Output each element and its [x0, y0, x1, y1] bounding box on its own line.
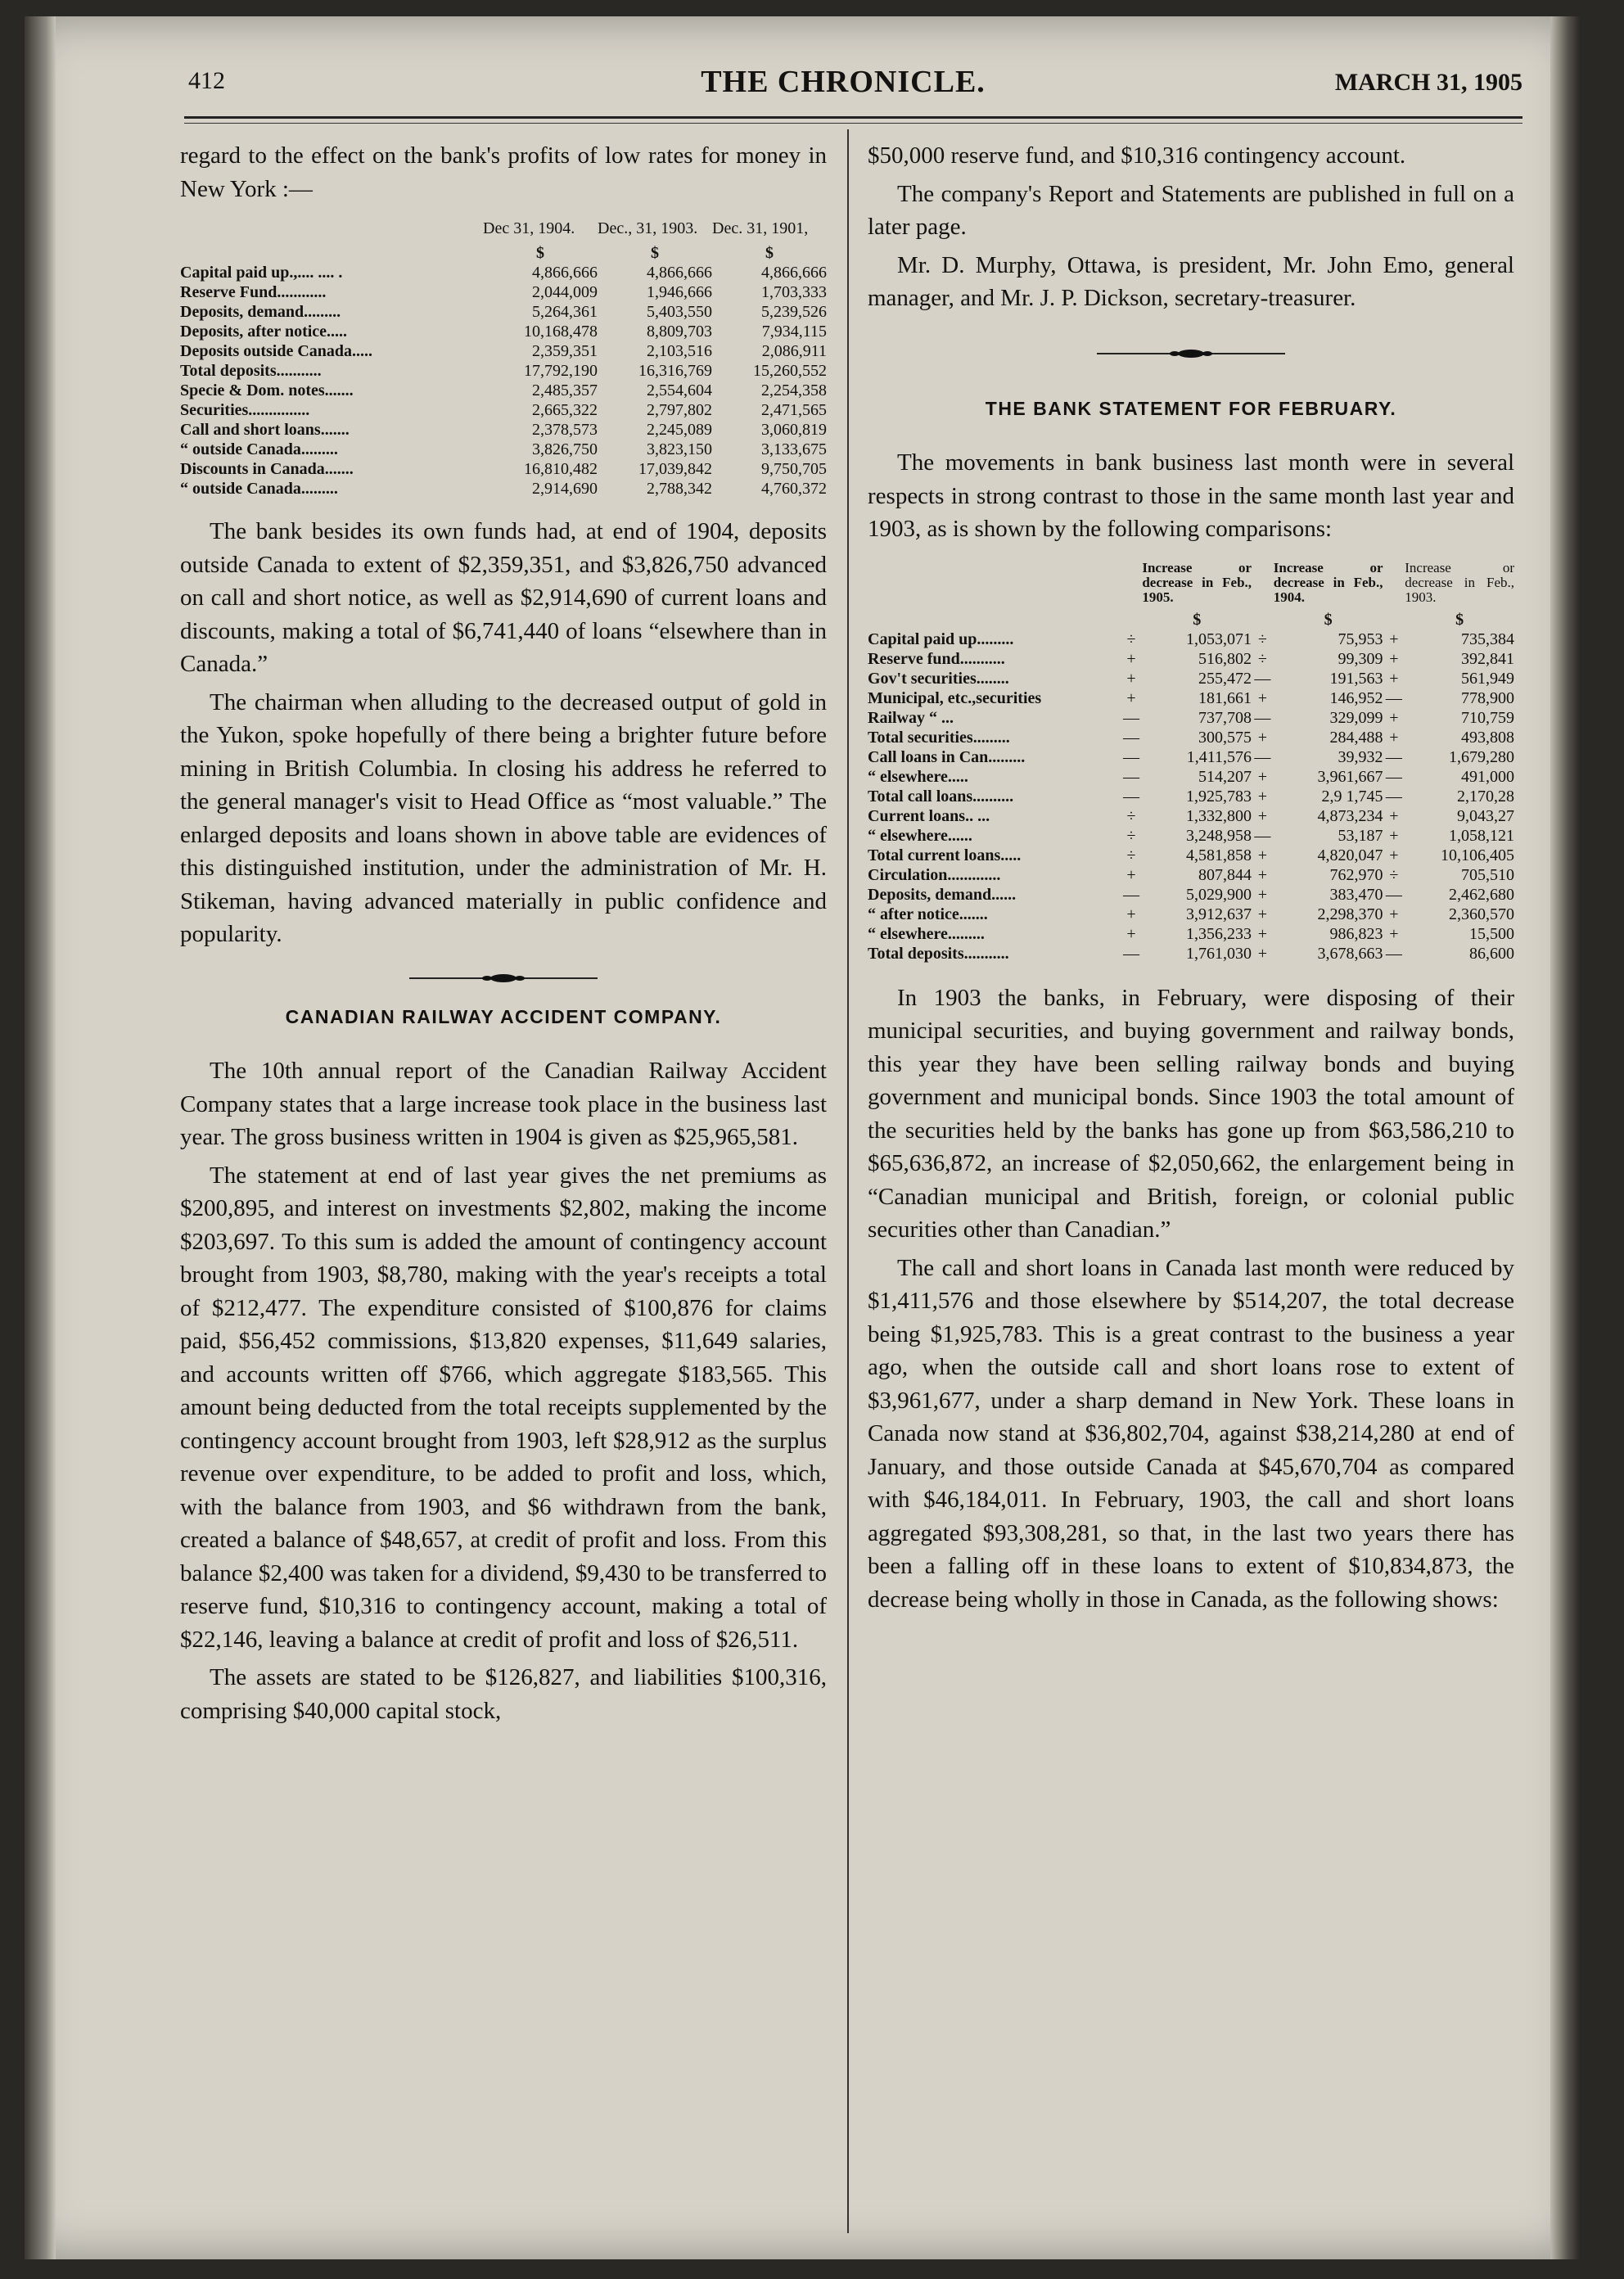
change-sign: +	[1257, 944, 1268, 963]
table-row	[868, 787, 1514, 806]
change-sign: +	[1126, 669, 1136, 688]
cell-value: 2,462,680	[1449, 885, 1514, 904]
change-sign: —	[1122, 944, 1139, 963]
row-label: Municipal, etc.,securities	[868, 688, 1042, 707]
unit-label: $	[651, 244, 659, 262]
cell-value: 2,103,516	[647, 342, 712, 360]
table-row	[868, 649, 1514, 669]
cell-value: 1,761,030	[1186, 944, 1252, 963]
row-label: Current loans.. ...	[868, 806, 990, 825]
row-label: Reserve Fund............	[180, 283, 327, 301]
row-label: Specie & Dom. notes.......	[180, 381, 354, 399]
cell-value: 4,866,666	[532, 264, 598, 282]
cell-value: 735,384	[1461, 630, 1514, 648]
paragraph: The statement at end of last year gives the net premiums as $200,895, and interest on investments $2,802, making the income $203,697. To this sum is added the amount of contingency account brought from 1903, $8,780, making with the year's receipts a total of $212,477. The expenditure consisted of $100,876 for claims paid, $56,452 commissions, $13,820 expenses, $11,649 salaries, and accounts written off $766, which aggregate $183,565. This amount being deducted from the total receipts supplemented by the contingency account brought from 1903, left $28,912 as the surplus revenue over expenditure, to be added to profit and loss, which, with the balance from 1903, and $6 withdrawn from the bank, created a balance of $48,657, at credit of profit and loss. From this balance $2,400 was taken for a dividend, $9,430 to be transferred to reserve fund, $10,316 to contingency account, making a total of $22,146, leaving a balance at credit of profit and loss of $26,511.	[180, 1162, 827, 1653]
cell-value: 2,797,802	[647, 401, 712, 419]
row-label: Deposits, demand.........	[180, 303, 341, 321]
row-label: Deposits, after notice.....	[180, 323, 348, 341]
paragraph: The 10th annual report of the Canadian Railway Accident Company states that a large increase took place in the business last year. The gross business written in 1904 is given as $25,965,581.	[180, 1058, 827, 1150]
cell-value: 16,810,482	[524, 460, 598, 478]
change-sign: —	[1385, 787, 1402, 806]
change-sign: ÷	[1126, 806, 1136, 825]
table-row	[180, 302, 827, 322]
bank-balances-table	[180, 219, 827, 499]
cell-value: 491,000	[1461, 767, 1514, 786]
change-sign: +	[1126, 924, 1136, 943]
intro-paragraph: regard to the effect on the bank's profits of low rates for money in New York :—	[180, 142, 827, 202]
cell-value: 2,665,322	[532, 401, 598, 419]
cell-value: 710,759	[1461, 708, 1514, 727]
change-sign: —	[1122, 747, 1139, 766]
change-sign: +	[1389, 630, 1399, 648]
table-row	[180, 400, 827, 420]
change-sign: +	[1389, 669, 1399, 688]
publication-title: THE CHRONICLE.	[701, 65, 986, 99]
paragraph: The movements in bank business last month were in several respects in strong contrast to those in the same month last year and 1903, as is shown by the following comparisons:	[868, 449, 1514, 542]
cell-value: 1,946,666	[647, 283, 712, 301]
row-label: Total securities.........	[868, 728, 1010, 747]
paragraph: In 1903 the banks, in February, were disposing of their municipal securities, and buying government and railway bonds, this year they have been selling railway bonds and buying government and municipal bonds. Since 1903 the total amount of the securities held by the banks has gone up from $63,586,210 to $65,636,872, an increase of $2,050,662, the enlargement being in “Canadian municipal and British, foreign, or colonial public securities other than Canadian.”	[868, 984, 1514, 1243]
row-label: “ outside Canada.........	[180, 480, 338, 498]
change-sign: +	[1257, 846, 1268, 864]
change-sign: +	[1257, 767, 1268, 786]
cell-value: 5,239,526	[761, 303, 827, 321]
row-label: Capital paid up.........	[868, 630, 1014, 648]
cell-value: 807,844	[1198, 865, 1252, 884]
cell-value: 705,510	[1461, 865, 1514, 884]
right-column	[868, 139, 1514, 1616]
table-row	[180, 420, 827, 440]
table-row	[180, 341, 827, 361]
row-label: Securities...............	[180, 401, 310, 419]
table-row	[180, 459, 827, 479]
cell-value: 75,953	[1338, 630, 1383, 648]
change-sign: —	[1254, 826, 1271, 845]
change-sign: ÷	[1126, 630, 1136, 648]
change-sign: +	[1126, 688, 1136, 707]
cell-value: 4,866,666	[647, 264, 712, 282]
cell-value: 561,949	[1461, 669, 1514, 688]
change-sign: —	[1385, 885, 1402, 904]
change-sign: ÷	[1389, 865, 1399, 884]
cell-value: 53,187	[1338, 826, 1383, 845]
column-header: Increase or decrease in Feb., 1903.	[1405, 559, 1514, 605]
header-rule-thin	[184, 123, 1522, 124]
change-sign: ÷	[1126, 826, 1136, 845]
change-sign: +	[1257, 924, 1268, 943]
cell-value: 2,914,690	[532, 480, 598, 498]
change-sign: +	[1389, 806, 1399, 825]
cell-value: 2,554,604	[647, 381, 712, 399]
cell-value: 3,060,819	[761, 421, 827, 439]
table-row	[868, 885, 1514, 905]
cell-value: 329,099	[1329, 708, 1383, 727]
table-row	[180, 322, 827, 341]
cell-value: 284,488	[1329, 728, 1383, 747]
change-sign: +	[1257, 787, 1268, 806]
cell-value: 1,679,280	[1449, 747, 1514, 766]
cell-value: 392,841	[1461, 649, 1514, 668]
issue-date: MARCH 31, 1905	[1334, 69, 1522, 96]
cell-value: 2,086,911	[761, 342, 827, 360]
table-row	[868, 924, 1514, 944]
cell-value: 1,925,783	[1186, 787, 1252, 806]
cell-value: 255,472	[1198, 669, 1252, 688]
column-header: Dec., 31, 1903.	[598, 219, 698, 237]
change-sign: —	[1254, 708, 1271, 727]
cell-value: 17,039,842	[638, 460, 712, 478]
row-label: Deposits outside Canada.....	[180, 342, 373, 360]
table-row	[180, 440, 827, 459]
change-sign: +	[1389, 649, 1399, 668]
cell-value: 1,703,333	[761, 283, 827, 301]
change-sign: —	[1385, 747, 1402, 766]
left-column	[180, 139, 827, 1727]
change-sign: +	[1389, 924, 1399, 943]
change-sign: +	[1389, 826, 1399, 845]
cell-value: 1,332,800	[1186, 806, 1252, 825]
row-label: “ outside Canada.........	[180, 440, 338, 458]
change-sign: +	[1126, 649, 1136, 668]
table-row	[868, 688, 1514, 708]
cell-value: 10,168,478	[524, 323, 598, 341]
table-row	[868, 846, 1514, 865]
cell-value: 4,581,858	[1186, 846, 1252, 864]
unit-label: $	[765, 244, 774, 262]
page-number: 412	[188, 67, 225, 94]
cell-value: 3,961,667	[1317, 767, 1383, 786]
change-sign: +	[1257, 806, 1268, 825]
row-label: Call and short loans.......	[180, 421, 350, 439]
table-row	[868, 865, 1514, 885]
change-sign: +	[1257, 688, 1268, 707]
change-sign: ÷	[1126, 846, 1136, 864]
column-header: Increase or decrease in Feb., 1905.	[1142, 559, 1252, 605]
cell-value: 4,760,372	[761, 480, 827, 498]
cell-value: 2,9 1,745	[1321, 787, 1383, 806]
cell-value: 2,471,565	[761, 401, 827, 419]
paragraph: $50,000 reserve fund, and $10,316 contingency account.	[868, 142, 1406, 169]
cell-value: 1,356,233	[1186, 924, 1252, 943]
row-label: Call loans in Can.........	[868, 747, 1026, 766]
change-sign: +	[1257, 905, 1268, 923]
change-sign: +	[1126, 905, 1136, 923]
change-sign: —	[1385, 944, 1402, 963]
row-label: Reserve fund...........	[868, 649, 1005, 668]
change-sign: ÷	[1257, 649, 1267, 668]
table-row	[868, 728, 1514, 747]
row-label: Railway “ ...	[868, 708, 954, 727]
cell-value: 4,866,666	[761, 264, 827, 282]
cell-value: 383,470	[1329, 885, 1383, 904]
cell-value: 15,260,552	[753, 362, 827, 380]
cell-value: 1,411,576	[1186, 747, 1252, 766]
unit-label: $	[1324, 610, 1333, 629]
row-label: Total deposits...........	[868, 944, 1009, 963]
cell-value: 181,661	[1198, 688, 1252, 707]
table-row	[868, 630, 1514, 649]
cell-value: 10,106,405	[1441, 846, 1514, 864]
table-row	[868, 826, 1514, 846]
cell-value: 2,378,573	[532, 421, 598, 439]
cell-value: 762,970	[1329, 865, 1383, 884]
table-row	[868, 747, 1514, 767]
cell-value: 7,934,115	[761, 323, 827, 341]
change-sign: —	[1122, 728, 1139, 747]
newspaper-page	[25, 16, 1580, 2259]
cell-value: 3,826,750	[532, 440, 598, 458]
cell-value: 1,058,121	[1449, 826, 1514, 845]
row-label: Circulation.............	[868, 865, 1001, 884]
change-sign: +	[1389, 708, 1399, 727]
cell-value: 8,809,703	[647, 323, 712, 341]
change-sign: —	[1385, 688, 1402, 707]
cell-value: 4,873,234	[1317, 806, 1383, 825]
change-sign: —	[1254, 669, 1271, 688]
book-spine	[25, 16, 56, 2259]
change-sign: —	[1122, 767, 1139, 786]
row-label: “ elsewhere.....	[868, 767, 968, 786]
change-sign: +	[1389, 846, 1399, 864]
cell-value: 15,500	[1469, 924, 1514, 943]
table-row	[868, 944, 1514, 963]
change-sign: +	[1126, 865, 1136, 884]
ornament-divider	[1097, 348, 1285, 359]
row-label: “ elsewhere.........	[868, 924, 985, 943]
cell-value: 986,823	[1329, 924, 1383, 943]
change-sign: —	[1122, 787, 1139, 806]
column-header: Dec. 31, 1901,	[712, 219, 809, 237]
cell-value: 514,207	[1198, 767, 1252, 786]
table-row	[180, 282, 827, 302]
cell-value: 9,750,705	[761, 460, 827, 478]
cell-value: 2,044,009	[532, 283, 598, 301]
table-row	[180, 263, 827, 282]
cell-value: 3,678,663	[1317, 944, 1383, 963]
paragraph: Mr. D. Murphy, Ottawa, is president, Mr. John Emo, general manager, and Mr. J. P. Dickson, secretary-treasurer.	[868, 251, 1514, 311]
row-label: Discounts in Canada.......	[180, 460, 354, 478]
paragraph: The assets are stated to be $126,827, and liabilities $100,316, comprising $40,000 capital stock,	[180, 1664, 827, 1724]
table-row	[180, 361, 827, 381]
cell-value: 2,360,570	[1449, 905, 1514, 923]
change-sign: +	[1389, 905, 1399, 923]
row-label: Total deposits...........	[180, 362, 322, 380]
page-edge	[1550, 16, 1580, 2259]
change-sign: +	[1257, 865, 1268, 884]
cell-value: 300,575	[1198, 728, 1252, 747]
change-sign: ÷	[1257, 630, 1267, 648]
table-row	[180, 479, 827, 499]
cell-value: 4,820,047	[1317, 846, 1383, 864]
cell-value: 3,248,958	[1186, 826, 1252, 845]
change-sign: —	[1385, 767, 1402, 786]
section-heading: CANADIAN RAILWAY ACCIDENT COMPANY.	[285, 1005, 722, 1027]
row-label: “ after notice.......	[868, 905, 988, 923]
cell-value: 3,823,150	[647, 440, 712, 458]
paragraph: The company's Report and Statements are published in full on a later page.	[868, 180, 1514, 240]
unit-label: $	[1455, 610, 1464, 629]
row-label: “ elsewhere......	[868, 826, 972, 845]
cell-value: 17,792,190	[524, 362, 598, 380]
cell-value: 5,264,361	[532, 303, 598, 321]
table-row	[868, 669, 1514, 688]
cell-value: 86,600	[1469, 944, 1514, 963]
row-label: Deposits, demand......	[868, 885, 1017, 904]
cell-value: 146,952	[1329, 688, 1383, 707]
paragraph: The chairman when alluding to the decreased output of gold in the Yukon, spoke hopefully of there being a brighter future before mining in British Columbia. In closing his address he referred to the general manager's visit to Head Office as “most valuable.” The enlarged deposits and loans shown in above table are evidences of this distinguished institution, under the administration of Mr. H. Stikeman, having advanced materially in public confidence and popularity.	[180, 688, 827, 947]
change-sign: —	[1122, 885, 1139, 904]
cell-value: 5,029,900	[1186, 885, 1252, 904]
cell-value: 99,309	[1338, 649, 1383, 668]
header-rule	[184, 116, 1522, 119]
column-divider	[847, 129, 849, 2233]
change-sign: +	[1389, 728, 1399, 747]
change-sign: +	[1257, 885, 1268, 904]
section-heading: THE BANK STATEMENT FOR FEBRUARY.	[985, 397, 1397, 419]
column-header: Increase or decrease in Feb., 1904.	[1273, 559, 1383, 605]
unit-label: $	[1193, 610, 1202, 629]
cell-value: 2,485,357	[532, 381, 598, 399]
table-row	[868, 767, 1514, 787]
cell-value: 516,802	[1198, 649, 1252, 668]
cell-value: 2,170,28	[1457, 787, 1514, 806]
cell-value: 778,900	[1461, 688, 1514, 707]
cell-value: 191,563	[1329, 669, 1383, 688]
cell-value: 737,708	[1198, 708, 1252, 727]
page-header	[164, 57, 1522, 115]
change-sign: —	[1122, 708, 1139, 727]
table-row	[180, 381, 827, 400]
cell-value: 3,912,637	[1186, 905, 1252, 923]
change-sign: —	[1254, 747, 1271, 766]
column-header: Dec 31, 1904.	[483, 219, 575, 237]
cell-value: 2,245,089	[647, 421, 712, 439]
cell-value: 39,932	[1338, 747, 1383, 766]
row-label: Total current loans.....	[868, 846, 1022, 864]
cell-value: 9,043,27	[1457, 806, 1514, 825]
table-row	[868, 806, 1514, 826]
cell-value: 2,254,358	[761, 381, 827, 399]
cell-value: 2,359,351	[532, 342, 598, 360]
unit-label: $	[536, 244, 544, 262]
cell-value: 2,298,370	[1317, 905, 1383, 923]
ornament-divider	[409, 973, 598, 984]
change-sign: +	[1257, 728, 1268, 747]
cell-value: 3,133,675	[761, 440, 827, 458]
row-label: Capital paid up.,.... .... .	[180, 264, 343, 282]
cell-value: 1,053,071	[1186, 630, 1252, 648]
paragraph: The bank besides its own funds had, at end of 1904, deposits outside Canada to extent of $2,359,351, and $3,826,750 advanced on call and short notice, as well as $2,914,690 of current loans and discounts, making a total of $6,741,440 of loans “elsewhere than in Canada.”	[180, 518, 827, 677]
paragraph: The call and short loans in Canada last month were reduced by $1,411,576 and those elsewhere by $514,207, the total decrease being $1,925,783. This is a great contrast to the business a year ago, when the outside call and short loans rose to extent of $3,961,677, under a sharp demand in New York. These loans in Canada now stand at $36,802,704, against $38,214,280 at end of January, and those outside Canada at $45,670,704 as compared with $46,184,011. In February, 1903, the call and short loans aggregated $93,308,281, so that, in the last two years there has been a falling off in these loans to extent of $10,834,873, the decrease being wholly in those in Canada, as the following shows:	[868, 1254, 1514, 1613]
february-comparison-table	[868, 561, 1514, 963]
table-row	[868, 905, 1514, 924]
cell-value: 2,788,342	[647, 480, 712, 498]
row-label: Total call loans..........	[868, 787, 1014, 806]
cell-value: 5,403,550	[647, 303, 712, 321]
table-row	[868, 708, 1514, 728]
cell-value: 16,316,769	[638, 362, 712, 380]
row-label: Gov't securities........	[868, 669, 1009, 688]
cell-value: 493,808	[1461, 728, 1514, 747]
